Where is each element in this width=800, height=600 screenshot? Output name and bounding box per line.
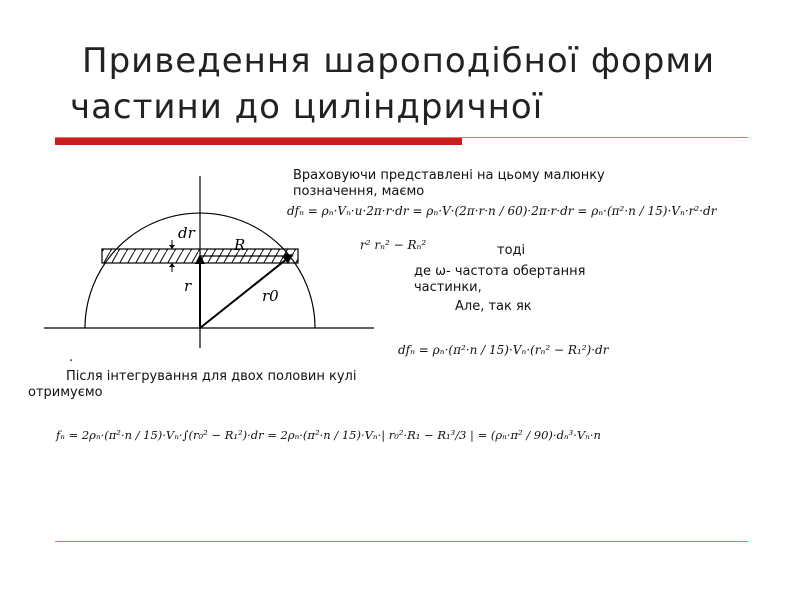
title-divider: [55, 137, 748, 138]
footer-divider: [55, 541, 748, 542]
where-text: [414, 264, 585, 296]
formula-r-squared: r² rₙ² − Rₙ²: [360, 238, 427, 252]
formula-final: fₙ = 2ρₙ·(π²·n / 15)·Vₙ·∫(r₀² − R₁²)·dr = 2ρₙ·(π²·n / 15)·Vₙ·| r₀²·R₁ − R₁³/3 | = (ρₙ·π² / 90)·dₙ³·Vₙ·n: [56, 428, 601, 442]
title-line-1: Приведення шароподібної форми: [82, 41, 716, 81]
label-r: r: [184, 277, 192, 295]
label-R: R: [234, 236, 246, 254]
ale-text: Але, так як: [455, 299, 532, 314]
slide-title: [70, 38, 790, 130]
where-line-1: де ω- частота обертання: [414, 264, 586, 279]
after-text: [28, 369, 356, 401]
todi-text: тоді: [497, 243, 526, 258]
intro-line-1: Враховуючи представлені на цьому малюнку: [293, 168, 605, 183]
where-line-2: частинки,: [414, 280, 482, 295]
label-r0: r0: [262, 287, 279, 305]
after-line-2: отримуємо: [28, 385, 103, 400]
intro-text: [293, 168, 605, 200]
formula-df2: dfₙ = ρₙ·(π²·n / 15)·Vₙ·(rₙ² − R₁²)·dr: [398, 343, 609, 357]
intro-line-2: позначення, маємо: [293, 184, 425, 199]
formula-df: dfₙ = ρₙ·Vₙ·u·2π·r·dr = ρₙ·V·(2π·r·n / 60)·2π·r·dr = ρₙ·(π²·n / 15)·Vₙ·r²·dr: [287, 204, 717, 218]
title-accent-bar: [55, 137, 462, 145]
title-line-2: частини до циліндричної: [70, 87, 544, 127]
label-dr: dr: [178, 224, 195, 242]
after-line-1: Після інтегрування для двох половин кулі: [66, 369, 357, 384]
dot-mark: .: [69, 350, 74, 365]
